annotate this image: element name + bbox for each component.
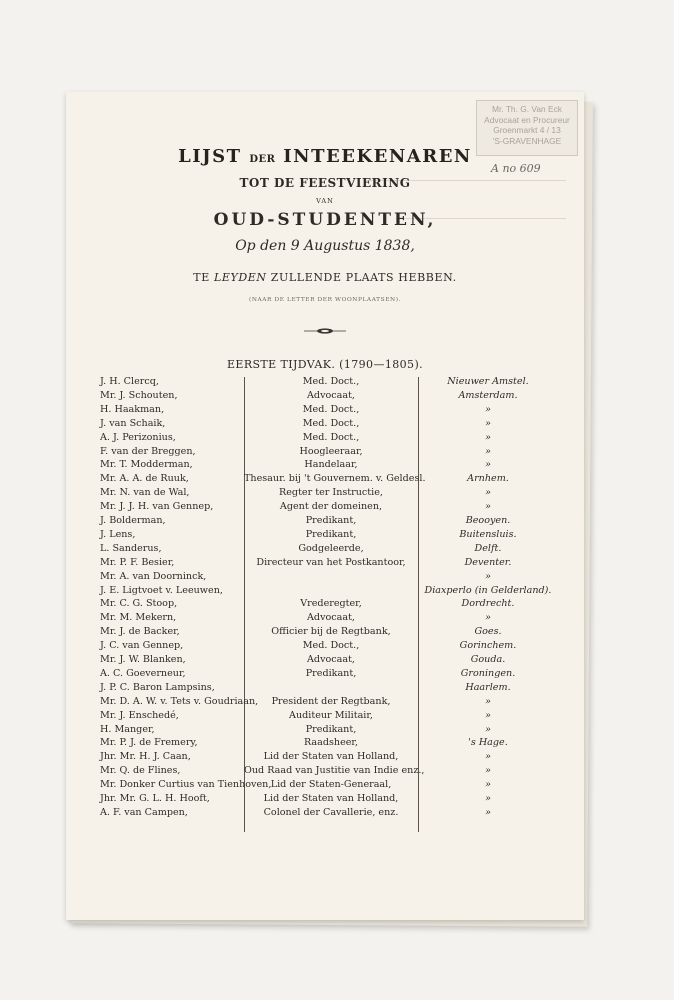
subscriber-place: » [485, 459, 491, 471]
list-item [66, 417, 584, 431]
subscriber-name: H. Manger, [100, 723, 155, 735]
subscriber-place: Gorinchem. [459, 640, 517, 652]
subscriber-place: » [485, 612, 491, 624]
subscriber-occupation: Vrederegter, [300, 598, 362, 610]
list-item [66, 570, 584, 584]
subscriber-name: Mr. Donker Curtius van Tienhoven, [100, 779, 272, 791]
subscriber-occupation: Advocaat, [307, 612, 355, 624]
subscriber-occupation: Colonel der Cavallerie, enz. [263, 806, 399, 818]
subscriber-place: » [485, 709, 491, 721]
subscriber-occupation: Agent der domeinen, [279, 501, 383, 513]
subscriber-occupation: Advocaat, [307, 654, 355, 665]
subscriber-name: Mr. N. van de Wal, [100, 487, 190, 499]
subscriber-place: Arnhem. [467, 473, 509, 485]
subscriber-name: Mr. T. Modderman, [100, 459, 193, 471]
list-item [66, 500, 584, 514]
subscriber-place: » [485, 501, 491, 513]
title-word: LIJST [178, 146, 242, 167]
title-word: INTEEKENAREN [283, 146, 472, 167]
subscriber-name: A. F. van Campen, [100, 806, 188, 818]
list-item [66, 723, 584, 737]
subscriber-name: Mr. J. W. Blanken, [100, 654, 186, 665]
subscriber-place: Amsterdam. [458, 389, 518, 401]
subscriber-name: J. H. Clercq, [100, 376, 159, 387]
subscriber-name: Jhr. Mr. H. J. Caan, [100, 751, 191, 763]
subscriber-place: Diaxperlo (in Gelderland). [424, 584, 552, 596]
location-word: TE [193, 271, 210, 284]
list-item [66, 528, 584, 542]
subscriber-name: J. P. C. Baron Lampsins, [100, 681, 215, 693]
subscriber-occupation: Advocaat, [307, 389, 355, 401]
subscriber-name: Jhr. Mr. G. L. H. Hooft, [100, 793, 210, 804]
list-item [66, 639, 584, 653]
subscriber-place: » [485, 445, 491, 457]
subscriber-place: » [485, 487, 491, 499]
subscriber-place: » [485, 431, 491, 443]
subscriber-place: » [485, 779, 491, 791]
subscriber-name: H. Haakman, [100, 403, 165, 415]
date-line: Op den 9 Augustus 1838, [235, 238, 415, 254]
list-item [66, 611, 584, 625]
subscriber-name: J. Lens, [100, 528, 136, 540]
handwritten-note: A no 609 [491, 162, 541, 175]
subscriber-occupation: Med. Doct., [302, 431, 360, 443]
subscriber-place: Dordrecht. [461, 598, 515, 610]
subscriber-occupation: Hoogleeraar, [299, 445, 363, 457]
subscriber-occupation: Regter ter Instructie, [279, 487, 383, 499]
subscriber-place: Gouda. [470, 654, 506, 665]
subscriber-place: » [485, 417, 491, 429]
subscriber-occupation: Oud Raad van Justitie van Indie enz., [244, 765, 425, 777]
subscriber-place: » [485, 403, 491, 415]
subscriber-place: Goes. [474, 626, 502, 638]
subscriber-place: » [485, 793, 491, 804]
subscriber-occupation: Auditeur Militair, [289, 709, 373, 721]
list-item [66, 514, 584, 528]
subscriber-name: Mr. D. A. W. v. Tets v. Goudriaan, [100, 695, 259, 707]
subscriber-occupation: Med. Doct., [302, 403, 360, 415]
subscriber-occupation: President der Regtbank, [271, 695, 391, 707]
subscriber-place: 's Hage. [468, 737, 508, 749]
subscriber-occupation: Predikant, [305, 667, 357, 679]
subscriber-name: J. E. Ligtvoet v. Leeuwen, [100, 584, 223, 596]
subscriber-place: Beooyen. [465, 515, 511, 526]
subscriber-place: » [485, 765, 491, 777]
list-item [66, 736, 584, 750]
subscriber-name: Mr. C. G. Stoop, [100, 598, 178, 610]
subscriber-name: L. Sanderus, [100, 542, 162, 554]
list-item [66, 389, 584, 403]
subscriber-occupation: Predikant, [305, 723, 357, 735]
subscriber-occupation: Handelaar, [304, 459, 358, 471]
subscriber-occupation: Lid der Staten-Generaal, [270, 779, 392, 791]
list-item [66, 681, 584, 695]
title-line-2: TOT DE FEESTVIERING [239, 176, 411, 190]
subscriber-occupation: Med. Doct., [302, 640, 360, 652]
list-item [66, 584, 584, 598]
subscriber-occupation: Predikant, [305, 515, 357, 526]
location-word: ZULLENDE PLAATS HEBBEN. [270, 271, 457, 284]
subscriber-occupation: Raadsheer, [303, 737, 359, 749]
subscriber-occupation: Lid der Staten van Holland, [263, 751, 399, 763]
subscriber-place: » [485, 695, 491, 707]
subscriber-name: A. J. Perizonius, [100, 431, 176, 443]
subscriber-name: Mr. P. J. de Fremery, [100, 737, 198, 749]
subscriber-name: F. van der Breggen, [100, 445, 196, 457]
subscriber-occupation: Predikant, [305, 528, 357, 540]
title-word: DER [249, 154, 276, 165]
subscriber-name: Mr. M. Mekern, [100, 612, 177, 624]
list-item [66, 806, 584, 820]
stamp-line: 'S-GRAVENHAGE [492, 135, 562, 146]
list-item [66, 709, 584, 723]
list-item [66, 750, 584, 764]
subscriber-place: Groningen. [460, 667, 516, 679]
subscriber-occupation: Directeur van het Postkantoor, [256, 556, 406, 568]
list-item [66, 597, 584, 611]
location-line [66, 271, 584, 284]
list-item [66, 486, 584, 500]
subscriber-occupation: Godgeleerde, [298, 542, 364, 554]
ornament-divider [304, 327, 346, 335]
subscriber-place: Delft. [474, 542, 502, 554]
subscriber-name: J. Bolderman, [100, 515, 166, 526]
list-item [66, 375, 584, 389]
subscriber-name: Mr. A. A. de Ruuk, [100, 473, 189, 485]
subscriber-name: Mr. J. J. H. van Gennep, [100, 501, 214, 513]
subscriber-name: J. van Schaik, [100, 417, 166, 429]
subscriber-name: Mr. Q. de Flines, [100, 765, 181, 777]
list-item [66, 764, 584, 778]
document-title [66, 146, 584, 167]
title-line-4: OUD-STUDENTEN, [213, 210, 437, 230]
list-item [66, 695, 584, 709]
ordering-note: (NAAR DE LETTER DER WOONPLAATSEN). [248, 297, 402, 303]
subscriber-place: » [485, 751, 491, 763]
subscriber-name: A. C. Goeverneur, [100, 667, 186, 679]
list-item [66, 431, 584, 445]
subscriber-name: Mr. A. van Doorninck, [100, 570, 207, 582]
list-item [66, 403, 584, 417]
subscriber-place: Haarlem. [465, 681, 511, 693]
list-item [66, 542, 584, 556]
list-item [66, 667, 584, 681]
subscriber-place: Nieuwer Amstel. [447, 376, 529, 387]
subscriber-occupation: Thesaur. bij 't Gouvernem. v. Geldesl. [244, 473, 426, 485]
subscriber-name: Mr. J. de Backer, [100, 626, 180, 638]
subscriber-place: » [485, 723, 491, 735]
subscriber-place: » [485, 806, 491, 818]
document-sheet [66, 92, 584, 920]
list-item [66, 472, 584, 486]
subscriber-place: » [485, 570, 491, 582]
subscriber-name: Mr. J. Enschedé, [100, 709, 179, 721]
subscriber-occupation: Med. Doct., [302, 417, 360, 429]
stamp-line: Advocaat en Procureur [484, 114, 570, 125]
subscriber-occupation: Officier bij de Regtbank, [271, 626, 391, 638]
list-item [66, 653, 584, 667]
subscriber-name: J. C. van Gennep, [100, 640, 184, 652]
stamp-line: Groenmarkt 4 / 13 [493, 125, 561, 135]
stamp-line: Mr. Th. G. Van Eck [492, 104, 562, 114]
subscriber-place: Buitensluis. [459, 528, 517, 540]
list-item [66, 778, 584, 792]
subscriber-name: Mr. P. F. Besier, [100, 556, 175, 568]
list-item [66, 792, 584, 806]
list-item [66, 458, 584, 472]
subscriber-occupation: Med. Doct., [302, 376, 360, 387]
list-item [66, 556, 584, 570]
subscriber-name: Mr. J. Schouten, [100, 389, 178, 401]
location-city: LEYDEN [213, 271, 267, 284]
list-item [66, 625, 584, 639]
title-line-3: VAN [316, 197, 334, 205]
subscriber-place: Deventer. [464, 556, 512, 568]
period-heading: EERSTE TIJDVAK. (1790—1805). [226, 358, 424, 371]
list-item [66, 445, 584, 459]
subscriber-occupation: Lid der Staten van Holland, [263, 793, 399, 804]
